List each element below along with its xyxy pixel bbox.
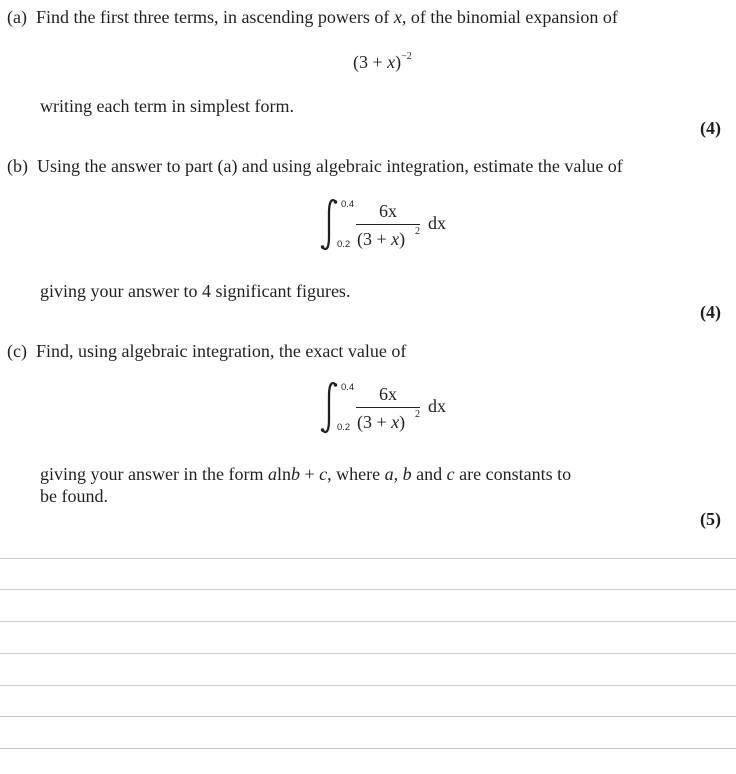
part-c-text: Find, using algebraic integration, the exact value of bbox=[35, 341, 407, 361]
denominator-exponent: 2 bbox=[415, 226, 420, 237]
differential: dx bbox=[428, 396, 446, 416]
part-b-label: (b) bbox=[7, 156, 28, 176]
integral-lower-limit: 0.2 bbox=[337, 239, 351, 250]
part-c-followup: giving your answer in the form alnb + c, where a, b and c are constants to bbox=[40, 464, 572, 484]
integral-upper-limit: 0.4 bbox=[341, 382, 355, 393]
answer-line bbox=[0, 653, 736, 654]
part-b-integral bbox=[318, 195, 468, 255]
form-a: a bbox=[267, 464, 277, 484]
part-a-expression: $(3 + x)^{-2}$ bbox=[353, 51, 412, 72]
answer-line bbox=[0, 558, 736, 559]
form-c: c bbox=[319, 464, 328, 484]
answer-line bbox=[0, 621, 736, 622]
answer-line bbox=[0, 716, 736, 717]
fraction-bar bbox=[356, 224, 420, 225]
part-c-marks: (5) bbox=[700, 509, 721, 529]
integral-upper-limit: 0.4 bbox=[341, 199, 355, 210]
part-a-label: (a) bbox=[7, 7, 27, 27]
form-b: b bbox=[290, 464, 300, 484]
part-b-text: Using the answer to part (a) and using algebraic integration, estimate the value of bbox=[37, 156, 623, 176]
differential: dx bbox=[428, 213, 446, 233]
answer-line bbox=[0, 589, 736, 590]
form-ln: ln bbox=[276, 464, 291, 484]
part-c-question bbox=[7, 340, 406, 362]
fraction-numerator: 6x bbox=[379, 384, 397, 404]
part-c-followup-line2: be found. bbox=[40, 486, 108, 506]
answer-line bbox=[0, 685, 736, 686]
part-a-text-1: Find the first three terms, in ascending powers of bbox=[35, 7, 394, 27]
part-a-var-x: x bbox=[393, 7, 402, 27]
denominator-exponent: 2 bbox=[415, 409, 420, 420]
part-c-integral bbox=[318, 378, 468, 438]
fraction-denominator: (3 + x) bbox=[357, 229, 406, 249]
part-a-followup: writing each term in simplest form. bbox=[40, 96, 294, 116]
part-a-marks: (4) bbox=[700, 118, 721, 138]
fraction-bar bbox=[356, 407, 420, 408]
part-b-question bbox=[7, 155, 623, 177]
part-b-marks: (4) bbox=[700, 302, 721, 322]
integral-lower-limit: 0.2 bbox=[337, 422, 351, 433]
fraction-denominator: (3 + x) bbox=[357, 412, 406, 432]
fraction-numerator: 6x bbox=[379, 201, 397, 221]
answer-line bbox=[0, 748, 736, 749]
part-a-question bbox=[7, 6, 618, 28]
part-b-followup: giving your answer to 4 significant figures. bbox=[40, 281, 351, 301]
part-a-text-2: , of the binomial expansion of bbox=[401, 7, 618, 27]
part-c-label: (c) bbox=[7, 341, 27, 361]
part-a-exponent: −2 bbox=[401, 51, 412, 62]
